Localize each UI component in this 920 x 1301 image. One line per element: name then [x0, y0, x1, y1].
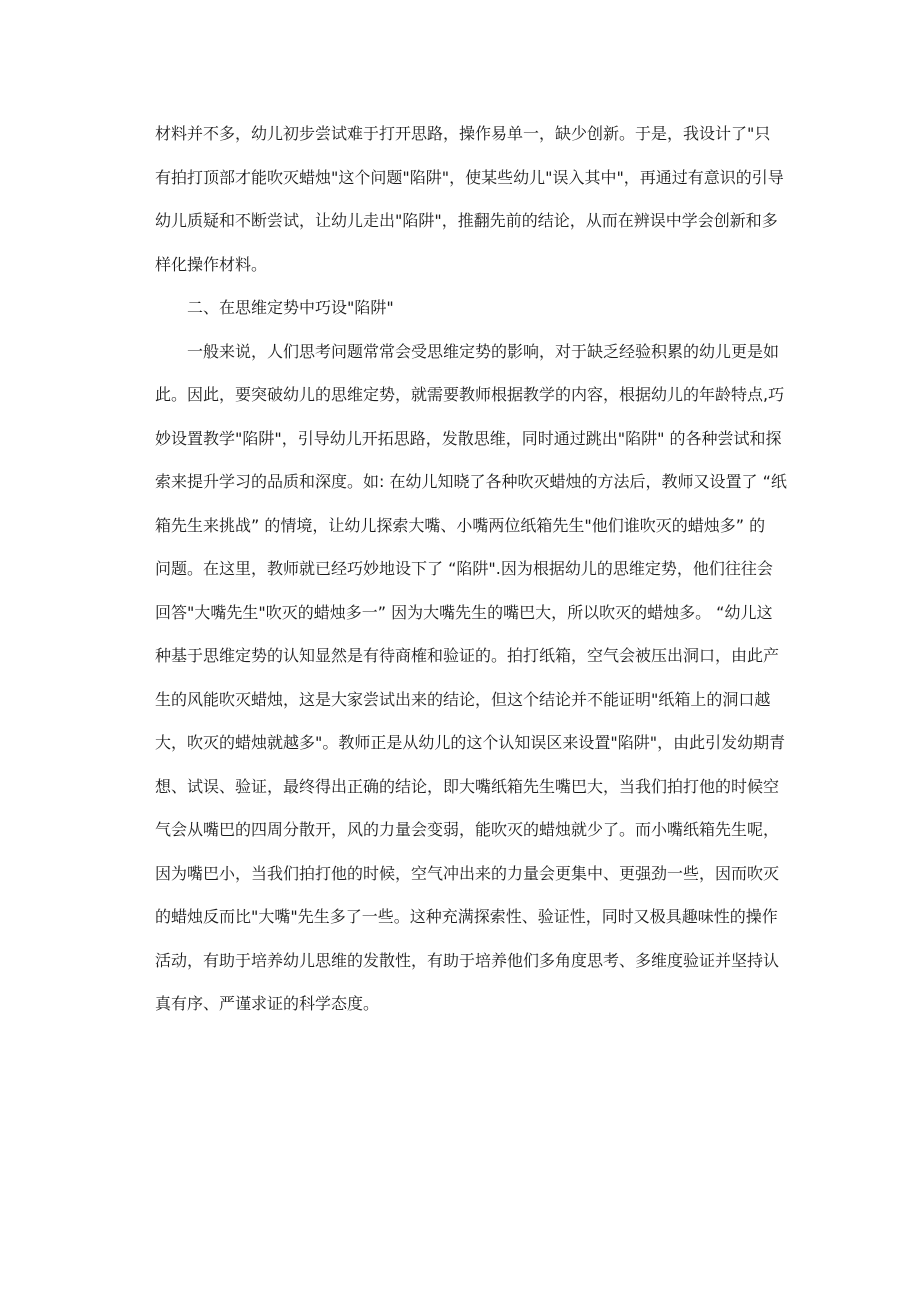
paragraph-2-line-8: 种基于思维定势的认知显然是有待商榷和验证的。拍打纸箱，空气会被压出洞口，由此产	[155, 646, 780, 665]
paragraph-2-line-7: 回答"大嘴先生"吹灭的蜡烛多一” 因为大嘴先生的嘴巴大，所以吹灭的蜡烛多。 “幼儿这	[155, 602, 773, 622]
paragraph-2-line-3: 妙设置教学"陷阱"，引导幼儿开拓思路，发散思维，同时通过跳出"陷阱" 的各种尝试和探	[155, 428, 782, 448]
section-heading	[155, 286, 770, 330]
paragraph-2-line-9: 生的风能吹灭蜡烛，这是大家尝试出来的结论，但这个结论并不能证明"纸箱上的洞口越	[155, 689, 771, 709]
paragraph-2-line-15: 活动，有助于培养幼儿思维的发散性，有助于培养他们多角度思考、多维度验证并坚持认	[155, 950, 780, 970]
paragraph-1-line-2: 有拍打顶部才能吹灭蜡烛"这个问题"陷阱"，使某些幼儿"误入其中"，再通过有意识的引导	[155, 167, 784, 187]
paragraph-2-line-1: 一般来说，人们思考问题常常会受思维定势的影响，对于缺乏经验积累的幼儿更是如	[155, 341, 780, 361]
paragraph-2-line-14: 的蜡烛反而比"大嘴"先生多了一些。这种充满探索性、验证性，同时又极具趣味性的操作	[155, 907, 778, 926]
paragraph-2-line-2: 此。因此，要突破幼儿的思维定势，就需要教师根据教学的内容，根据幼儿的年龄特点,巧	[155, 385, 785, 404]
paragraph-2-line-12: 气会从嘴巴的四周分散开，风的力量会变弱，能吹灭的蜡烛就少了。而小嘴纸箱先生呢，	[155, 820, 780, 839]
paragraph-1-line-1: 材料并不多，幼儿初步尝试难于打开思路，操作易单一，缺少创新。于是，我设计了"只	[155, 124, 771, 143]
paragraph-2-line-13: 因为嘴巴小，当我们拍打他的时候，空气冲出来的力量会更集中、更强劲一些，因而吹灭	[155, 863, 780, 883]
paragraph-1-line-3: 幼儿质疑和不断尝试，让幼儿走出"陷阱"，推翻先前的结论，从而在辨误中学会创新和多	[155, 211, 778, 230]
paragraph-2-line-4: 索来提升学习的品质和深度。如: 在幼儿知晓了各种吹灭蜡烛的方法后，教师又设置了 “纸	[155, 472, 787, 491]
paragraph-2-line-10: 大，吹灭的蜡烛就越多"。教师正是从幼儿的这个认知误区来设置"陷阱"，由此引发幼期青	[155, 733, 786, 752]
paragraph-2-line-11: 想、试误、验证，最终得出正确的结论，即大嘴纸箱先生嘴巴大，当我们拍打他的时候空	[155, 776, 780, 796]
paragraph-2	[155, 330, 787, 1026]
section-heading-text: 二、在思维定势中巧设"陷阱"	[155, 298, 394, 317]
paragraph-2-line-5: 箱先生来挑战” 的情境，让幼儿探索大嘴、小嘴两位纸箱先生"他们谁吹灭的蜡烛多” 的	[155, 515, 766, 535]
paragraph-2-line-6: 问题。在这里，教师就已经巧妙地设下了 “陷阱".因为根据幼儿的思维定势，他们往往会	[155, 559, 773, 578]
paragraph-1	[155, 112, 784, 286]
paragraph-1-line-4: 样化操作材料。	[155, 254, 268, 274]
document-body	[155, 112, 787, 1026]
paragraph-2-line-16: 真有序、严谨求证的科学态度。	[155, 994, 380, 1013]
